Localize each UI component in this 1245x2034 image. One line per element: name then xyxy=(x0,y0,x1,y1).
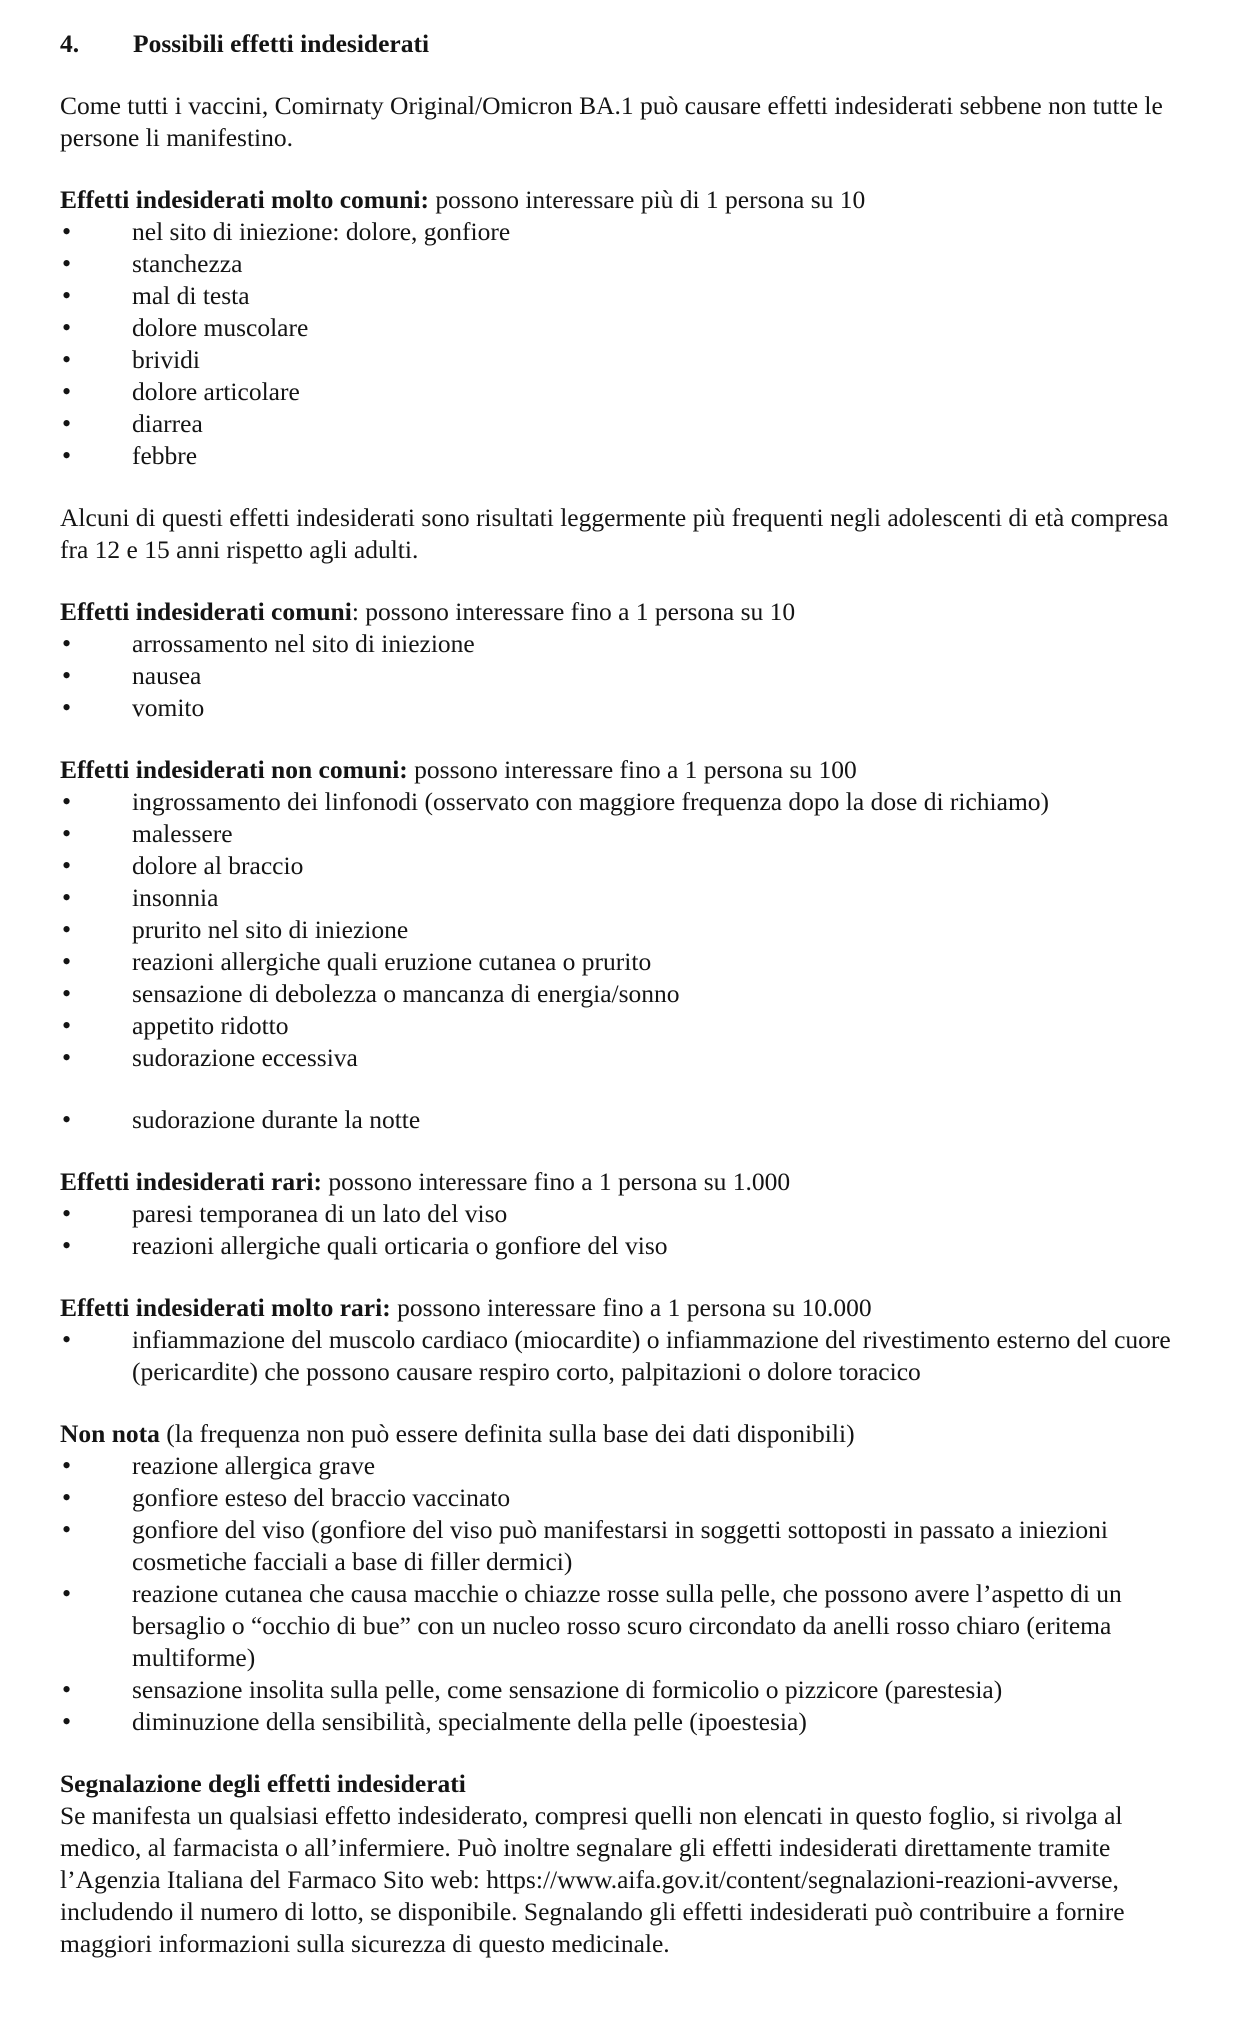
list-item xyxy=(60,1450,1185,1482)
list-item xyxy=(60,1514,1185,1578)
list-item xyxy=(60,978,1185,1010)
list-item-text: reazioni allergiche quali eruzione cutanea o prurito xyxy=(132,947,652,976)
list-item xyxy=(60,216,1185,248)
section-number: 4. xyxy=(60,29,80,58)
list-item-text: diarrea xyxy=(132,409,203,438)
list-item xyxy=(60,818,1185,850)
uncommon-label: Effetti indesiderati non comuni: xyxy=(60,755,408,784)
list-item xyxy=(60,280,1185,312)
list-item-text: sensazione di debolezza o mancanza di energia/sonno xyxy=(132,979,680,1008)
list-item-text: sudorazione eccessiva xyxy=(132,1043,358,1072)
very-rare-section xyxy=(60,1292,1185,1388)
bullet-icon xyxy=(60,1230,132,1262)
list-item-text: sudorazione durante la notte xyxy=(132,1105,421,1134)
bullet-icon xyxy=(60,216,132,248)
adolescents-note: Alcuni di questi effetti indesiderati sono risultati leggermente più frequenti negli adolescenti di età compresa fra 12 e 15 anni rispetto agli adulti. xyxy=(60,503,1169,564)
list-item-text: malessere xyxy=(132,819,233,848)
list-item-text: stanchezza xyxy=(132,249,243,278)
bullet-icon xyxy=(60,882,132,914)
bullet-icon xyxy=(60,660,132,692)
list-item xyxy=(60,1706,1185,1738)
bullet-icon xyxy=(60,1042,132,1074)
list-item xyxy=(60,344,1185,376)
uncommon-list xyxy=(60,786,1185,1074)
bullet-icon xyxy=(60,692,132,724)
list-item-text: insonnia xyxy=(132,883,219,912)
list-item-text: mal di testa xyxy=(132,281,250,310)
not-known-section xyxy=(60,1418,1185,1738)
list-item-text: vomito xyxy=(132,693,205,722)
list-item xyxy=(60,312,1185,344)
section-heading xyxy=(60,28,1185,60)
list-item xyxy=(60,786,1185,818)
very-rare-list xyxy=(60,1324,1185,1388)
list-item xyxy=(60,376,1185,408)
reporting-title: Segnalazione degli effetti indesiderati xyxy=(60,1769,466,1798)
list-item-text: arrossamento nel sito di iniezione xyxy=(132,629,475,658)
very-common-label: Effetti indesiderati molto comuni: xyxy=(60,185,429,214)
bullet-icon xyxy=(60,1104,132,1136)
very-rare-desc: possono interessare fino a 1 persona su 10.000 xyxy=(390,1293,872,1322)
uncommon-extra-list xyxy=(60,1104,1185,1136)
bullet-icon xyxy=(60,914,132,946)
common-label: Effetti indesiderati comuni xyxy=(60,597,352,626)
very-rare-label: Effetti indesiderati molto rari: xyxy=(60,1293,391,1322)
list-item xyxy=(60,1674,1185,1706)
common-section xyxy=(60,596,1185,724)
bullet-icon xyxy=(60,1324,132,1356)
bullet-icon xyxy=(60,376,132,408)
bullet-icon xyxy=(60,850,132,882)
list-item-text: appetito ridotto xyxy=(132,1011,289,1040)
bullet-icon xyxy=(60,1010,132,1042)
list-item xyxy=(60,660,1185,692)
list-item xyxy=(60,628,1185,660)
list-item xyxy=(60,1010,1185,1042)
list-item xyxy=(60,1324,1185,1388)
list-item-text: prurito nel sito di iniezione xyxy=(132,915,409,944)
list-item-text: reazione cutanea che causa macchie o chiazze rosse sulla pelle, che possono avere l’aspetto di un bersaglio o “occhio di bue” con un nucleo rosso scuro circondato da anelli rosso chiaro (eritema multiforme) xyxy=(132,1579,1122,1672)
bullet-icon xyxy=(60,344,132,376)
list-item xyxy=(60,882,1185,914)
reporting-section xyxy=(60,1768,1185,1960)
rare-list xyxy=(60,1198,1185,1262)
rare-section xyxy=(60,1166,1185,1262)
list-item xyxy=(60,1578,1185,1674)
rare-desc: possono interessare fino a 1 persona su 1.000 xyxy=(322,1167,791,1196)
bullet-icon xyxy=(60,786,132,818)
list-item-text: brividi xyxy=(132,345,200,374)
bullet-icon xyxy=(60,248,132,280)
bullet-icon xyxy=(60,1482,132,1514)
not-known-label: Non nota xyxy=(60,1419,160,1448)
uncommon-section xyxy=(60,754,1185,1136)
bullet-icon xyxy=(60,818,132,850)
bullet-icon xyxy=(60,312,132,344)
bullet-icon xyxy=(60,280,132,312)
list-item xyxy=(60,692,1185,724)
list-item-text: reazione allergica grave xyxy=(132,1451,376,1480)
bullet-icon xyxy=(60,1198,132,1230)
bullet-icon xyxy=(60,1706,132,1738)
bullet-icon xyxy=(60,1514,132,1546)
list-item xyxy=(60,1104,1185,1136)
list-item-text: reazioni allergiche quali orticaria o gonfiore del viso xyxy=(132,1231,668,1260)
list-item-text: febbre xyxy=(132,441,198,470)
list-item xyxy=(60,914,1185,946)
list-item xyxy=(60,946,1185,978)
list-item-text: dolore muscolare xyxy=(132,313,309,342)
uncommon-desc: possono interessare fino a 1 persona su 100 xyxy=(407,755,857,784)
bullet-icon xyxy=(60,978,132,1010)
not-known-desc: (la frequenza non può essere definita sulla base dei dati disponibili) xyxy=(159,1419,855,1448)
bullet-icon xyxy=(60,1450,132,1482)
reporting-text: Se manifesta un qualsiasi effetto indesiderato, compresi quelli non elencati in questo foglio, si rivolga al medico, al farmacista o all’infermiere. Può inoltre segnalare gli effetti indesiderati direttamente tramite l’Agenzia Italiana del Farmaco Sito web: https://www.aifa.gov.it/content/segnalazioni-reazioni-avverse, includendo il numero di lotto, se disponibile. Segnalando gli effetti indesiderati può contribuire a fornire maggiori informazioni sulla sicurezza di questo medicinale. xyxy=(60,1801,1125,1958)
list-item xyxy=(60,1230,1185,1262)
intro-paragraph: Come tutti i vaccini, Comirnaty Original/Omicron BA.1 può causare effetti indesiderati sebbene non tutte le persone li manifestino. xyxy=(60,91,1163,152)
list-item-text: sensazione insolita sulla pelle, come sensazione di formicolio o pizzicore (parestesia) xyxy=(132,1675,1003,1704)
list-item xyxy=(60,440,1185,472)
very-common-section xyxy=(60,184,1185,472)
list-item-text: dolore al braccio xyxy=(132,851,304,880)
bullet-icon xyxy=(60,440,132,472)
list-item-text: ingrossamento dei linfonodi (osservato con maggiore frequenza dopo la dose di richiamo) xyxy=(132,787,1050,816)
list-item-text: gonfiore del viso (gonfiore del viso può manifestarsi in soggetti sottoposti in passato a iniezioni cosmetiche facciali a base di filler dermici) xyxy=(132,1515,1108,1576)
list-item-text: gonfiore esteso del braccio vaccinato xyxy=(132,1483,511,1512)
common-desc: : possono interessare fino a 1 persona su 10 xyxy=(351,597,796,626)
bullet-icon xyxy=(60,408,132,440)
list-item-text: paresi temporanea di un lato del viso xyxy=(132,1199,508,1228)
bullet-icon xyxy=(60,1674,132,1706)
list-item xyxy=(60,408,1185,440)
list-item xyxy=(60,1198,1185,1230)
list-item xyxy=(60,850,1185,882)
list-item-text: dolore articolare xyxy=(132,377,300,406)
list-item-text: nausea xyxy=(132,661,202,690)
rare-label: Effetti indesiderati rari: xyxy=(60,1167,323,1196)
very-common-desc: possono interessare più di 1 persona su 10 xyxy=(429,185,866,214)
bullet-icon xyxy=(60,946,132,978)
bullet-icon xyxy=(60,628,132,660)
list-item xyxy=(60,1482,1185,1514)
list-item-text: diminuzione della sensibilità, specialmente della pelle (ipoestesia) xyxy=(132,1707,807,1736)
section-title: Possibili effetti indesiderati xyxy=(133,29,430,58)
very-common-list xyxy=(60,216,1185,472)
bullet-icon xyxy=(60,1578,132,1610)
list-item xyxy=(60,248,1185,280)
common-list xyxy=(60,628,1185,724)
list-item xyxy=(60,1042,1185,1074)
list-item-text: nel sito di iniezione: dolore, gonfiore xyxy=(132,217,511,246)
list-item-text: infiammazione del muscolo cardiaco (miocardite) o infiammazione del rivestimento esterno del cuore (pericardite) che possono causare respiro corto, palpitazioni o dolore toracico xyxy=(132,1325,1171,1386)
not-known-list xyxy=(60,1450,1185,1738)
